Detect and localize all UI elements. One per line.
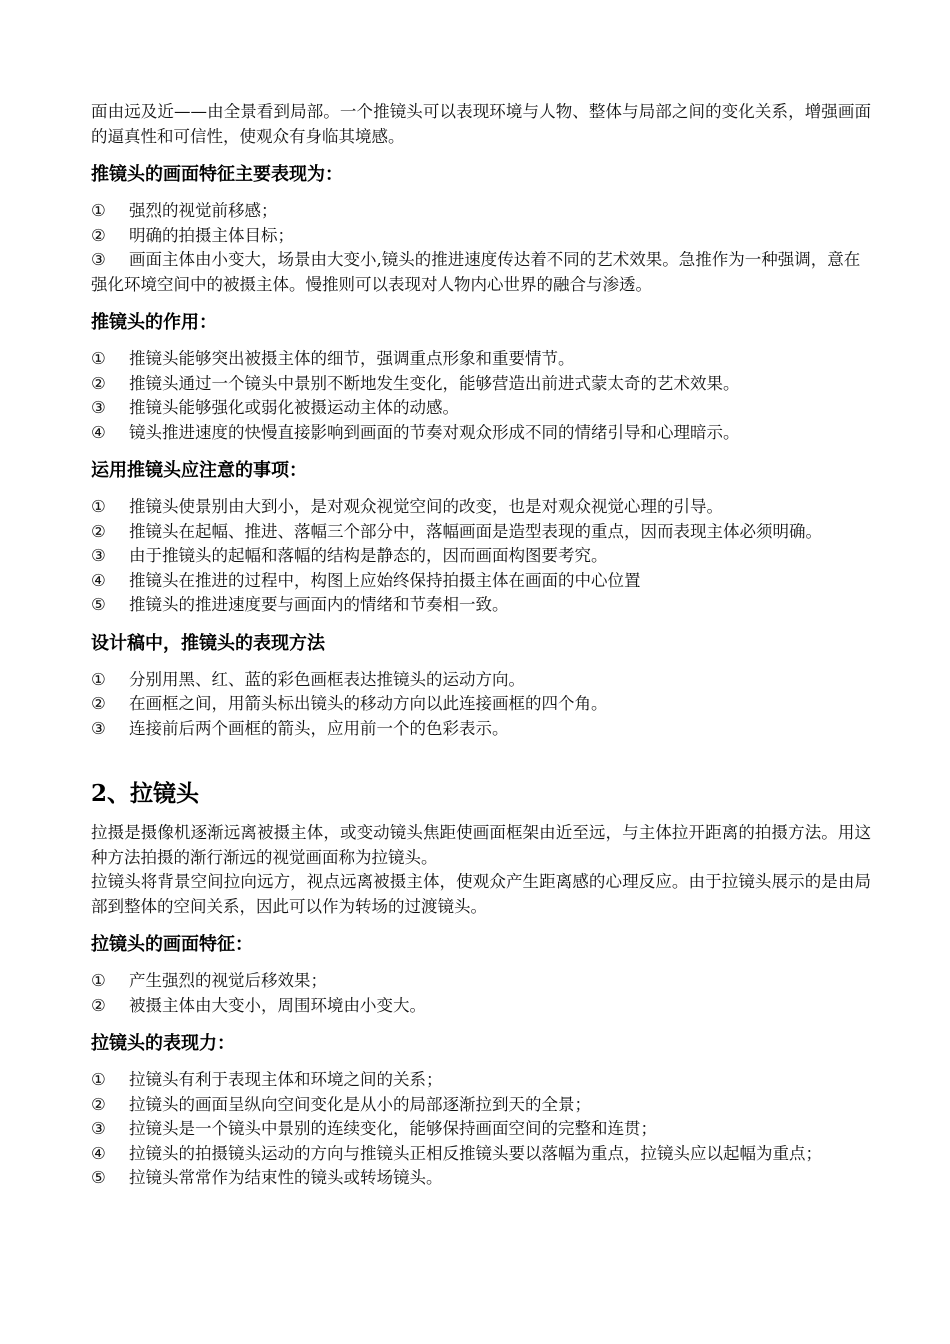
list-item: ④ 镜头推进速度的快慢直接影响到画面的节奏对观众形成不同的情绪引导和心理暗示。 — [91, 422, 740, 442]
body-paragraph: 拉镜头将背景空间拉向远方，视点远离被摄主体，使观众产生距离感的心理反应。由于拉镜头展示的是由局部到整体的空间关系，因此可以作为转场的过渡镜头。 — [91, 872, 871, 916]
list-item: ② 拉镜头的画面呈纵向空间变化是从小的局部逐渐拉到天的全景； — [91, 1094, 591, 1114]
section-heading: 拉镜头的画面特征： — [91, 934, 253, 955]
list-item: ① 拉镜头有利于表现主体和环境之间的关系； — [91, 1070, 443, 1089]
list-item: ③ 由于推镜头的起幅和落幅的结构是静态的，因而画面构图要考究。 — [91, 546, 608, 565]
section-heading: 推镜头的作用： — [91, 312, 217, 333]
numbered-list — [91, 495, 871, 618]
section-heading: 设计稿中，推镜头的表现方法 — [91, 632, 325, 654]
numbered-list — [91, 969, 871, 1018]
document-page — [91, 100, 871, 1191]
list-item: ② 被摄主体由大变小，周围环境由小变大。 — [91, 995, 426, 1015]
list-item: ① 强烈的视觉前移感； — [91, 201, 278, 220]
numbered-list — [91, 347, 871, 445]
section-heading: 推镜头的画面特征主要表现为： — [91, 164, 343, 185]
list-item: ③ 推镜头能够强化或弱化被摄运动主体的动感。 — [91, 398, 459, 417]
numbered-list — [91, 668, 871, 742]
list-item: ⑤ 推镜头的推进速度要与画面内的情绪和节奏相一致。 — [91, 595, 509, 614]
numbered-list — [91, 1068, 871, 1191]
section-heading: 拉镜头的表现力： — [91, 1033, 235, 1054]
list-item: ④ 推镜头在推进的过程中，构图上应始终保持拍摄主体在画面的中心位置 — [91, 570, 641, 590]
list-item: ③ 连接前后两个画框的箭头，应用前一个的色彩表示。 — [91, 718, 509, 738]
list-item: ② 在画框之间，用箭头标出镜头的移动方向以此连接画框的四个角。 — [91, 694, 608, 713]
list-item: ② 推镜头在起幅、推进、落幅三个部分中，落幅画面是造型表现的重点，因而表现主体必须明确。 — [91, 521, 822, 541]
section-heading: 运用推镜头应注意的事项： — [91, 460, 307, 481]
body-paragraph: 拉摄是摄像机逐渐远离被摄主体，或变动镜头焦距使画面框架由近至远，与主体拉开距离的拍摄方法。用这种方法拍摄的渐行渐远的视觉画面称为拉镜头。 — [91, 823, 871, 867]
list-item: ⑤ 拉镜头常常作为结束性的镜头或转场镜头。 — [91, 1168, 443, 1187]
numbered-list — [91, 199, 871, 297]
intro-paragraph: 面由远及近——由全景看到局部。一个推镜头可以表现环境与人物、整体与局部之间的变化关系，增强画面的逼真性和可信性，使观众有身临其境感。 — [91, 102, 871, 146]
list-item: ① 分别用黑、红、蓝的彩色画框表达推镜头的运动方向。 — [91, 669, 525, 689]
section-title: 2、拉镜头 — [91, 780, 200, 807]
list-item: ① 产生强烈的视觉后移效果； — [91, 971, 327, 990]
list-item: ③ 画面主体由小变大，场景由大变小,镜头的推进速度传达着不同的艺术效果。急推作为一种强调，意在强化环境空间中的被摄主体。慢推则可以表现对人物内心世界的融合与渗透。 — [91, 250, 861, 294]
list-item: ② 明确的拍摄主体目标； — [91, 225, 294, 245]
list-item: ① 推镜头能够突出被摄主体的细节，强调重点形象和重要情节。 — [91, 349, 575, 368]
list-item: ③ 拉镜头是一个镜头中景别的连续变化，能够保持画面空间的完整和连贯； — [91, 1119, 657, 1138]
list-item: ② 推镜头通过一个镜头中景别不断地发生变化，能够营造出前进式蒙太奇的艺术效果。 — [91, 373, 740, 393]
list-item: ① 推镜头使景别由大到小，是对观众视觉空间的改变，也是对观众视觉心理的引导。 — [91, 497, 723, 516]
list-item: ④ 拉镜头的拍摄镜头运动的方向与推镜头正相反推镜头要以落幅为重点，拉镜头应以起幅为重点； — [91, 1143, 822, 1163]
